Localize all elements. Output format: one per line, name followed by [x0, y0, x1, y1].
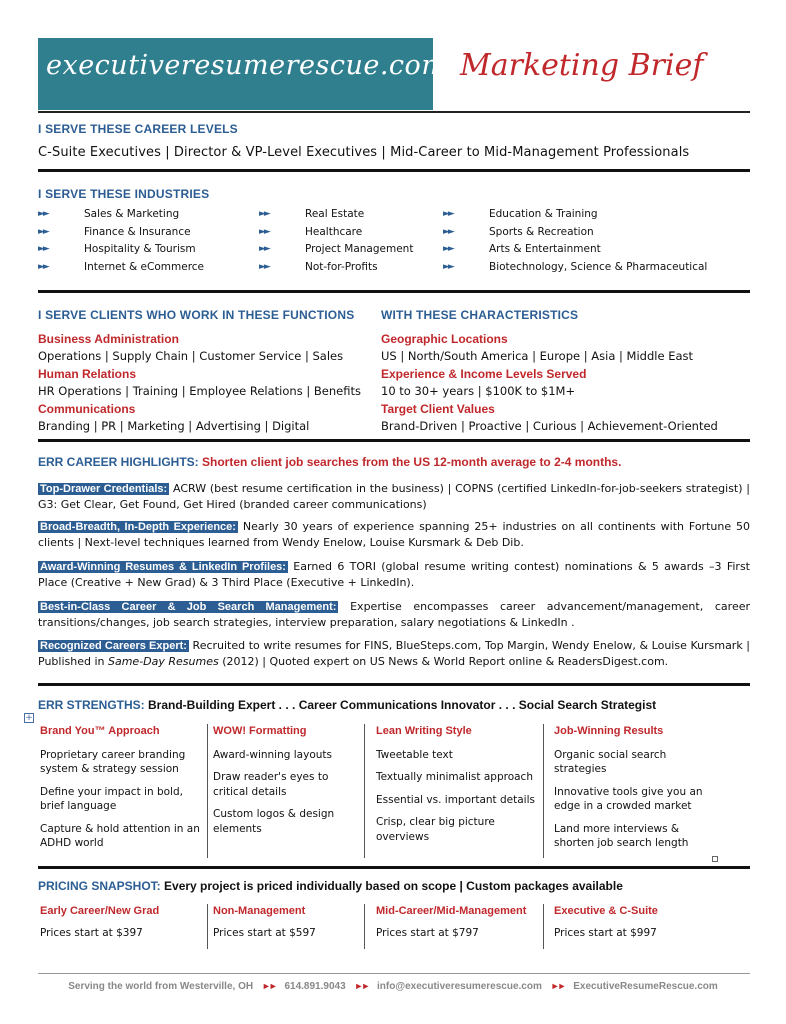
industry-label: Finance & Insurance	[84, 225, 191, 238]
industries-column-2	[259, 206, 413, 276]
highlights-title: ERR CAREER HIGHLIGHTS:	[38, 455, 199, 469]
strength-item: Land more interviews & shorten job search length	[554, 822, 689, 849]
strength-column	[554, 724, 714, 859]
pricing-tier: Non-Management	[213, 905, 306, 917]
functions-title: I SERVE CLIENTS WHO WORK IN THESE FUNCTIONS	[38, 308, 355, 322]
industry-label: Project Management	[305, 243, 414, 255]
industry-label: Education & Training	[489, 208, 598, 220]
industry-item	[38, 259, 204, 277]
strength-item: Define your impact in bold, brief language	[40, 785, 183, 812]
divider	[38, 683, 750, 686]
strengths-tagline: Brand-Building Expert . . . Career Communications Innovator . . . Social Search Strategist	[148, 698, 657, 712]
double-arrow-icon: ►►	[550, 981, 565, 991]
strength-item: Crisp, clear big picture overviews	[376, 816, 495, 843]
double-arrow-icon: ►►	[38, 226, 48, 237]
footer-website[interactable]: ExecutiveResumeRescue.com	[573, 981, 718, 992]
strength-column	[213, 724, 361, 844]
double-arrow-icon: ►►	[443, 209, 453, 219]
industries-column-3	[443, 206, 707, 276]
functions-list	[38, 331, 361, 435]
industry-item	[259, 206, 413, 224]
double-arrow-icon: ►►	[443, 261, 453, 272]
characteristic-heading: Target Client Values	[381, 401, 495, 416]
highlight-text: Earned 6 TORI (global resume writing contest) nominations & 5 awards –3 First Place (Creative + New Grad) & 3 Third Place (Executive + LinkedIn).	[38, 560, 750, 590]
footer-email[interactable]: info@executiveresumerescue.com	[377, 981, 542, 992]
highlight-item	[38, 481, 750, 513]
industry-item	[38, 224, 204, 242]
strengths-title: ERR STRENGTHS:	[38, 698, 145, 712]
strength-item: Innovative tools give you an edge in a crowded market	[554, 785, 703, 812]
highlight-text: Nearly 30 years of experience spanning 25+ industries on all continents with Fortune 50 clients | Next-level techniques learned from Wendy Enelow, Louise Kursmark & Deb Dib.	[38, 520, 750, 550]
industry-item	[443, 224, 707, 242]
table-move-handle-icon[interactable]: +	[25, 713, 33, 723]
industry-item	[443, 206, 707, 224]
column-divider	[543, 904, 544, 949]
industry-item	[259, 241, 413, 259]
strength-heading: WOW! Formatting	[213, 725, 307, 737]
industry-item	[443, 241, 707, 259]
pricing-column	[376, 905, 526, 939]
table-resize-handle-icon[interactable]	[712, 856, 718, 862]
highlight-label: Best-in-Class Career & Job Search Management:	[40, 601, 337, 613]
industry-item	[38, 206, 204, 224]
column-divider	[364, 724, 365, 858]
strength-item: Capture & hold attention in an ADHD world	[40, 822, 200, 849]
pricing-column	[213, 905, 316, 939]
highlight-text: ACRW (best resume certification in the business) | COPNS (certified LinkedIn-for-job-seekers strategist) | G3: Get Clear, Get Found, Get Hired (branded career communications)	[38, 482, 751, 512]
strength-item: Custom logos & design elements	[213, 808, 335, 835]
page-title: Marketing Brief	[460, 48, 704, 83]
highlights-tagline: Shorten client job searches from the US 12-month average to 2-4 months.	[202, 455, 622, 469]
industry-label: Hospitality & Tourism	[84, 243, 196, 255]
strength-item: Draw reader's eyes to critical details	[213, 771, 329, 798]
pricing-column	[40, 905, 159, 939]
levels-text: C-Suite Executives | Director & VP-Level Executives | Mid-Career to Mid-Management Professionals	[38, 145, 690, 160]
characteristic-heading: Experience & Income Levels Served	[381, 366, 587, 381]
highlight-label: Broad-Breadth, In-Depth Experience:	[40, 521, 236, 533]
pricing-value: Prices start at $597	[213, 927, 316, 939]
strength-item: Organic social search strategies	[554, 748, 667, 775]
highlight-label: Top-Drawer Credentials:	[40, 483, 168, 495]
pricing-tier: Early Career/New Grad	[40, 905, 160, 917]
double-arrow-icon: ►►	[38, 244, 48, 254]
highlight-item	[38, 559, 750, 591]
industry-item	[259, 224, 413, 242]
characteristics-list	[381, 331, 718, 435]
function-group-heading: Human Relations	[38, 366, 137, 381]
characteristic-heading: Geographic Locations	[381, 332, 508, 346]
characteristic-text: Brand-Driven | Proactive | Curious | Achievement-Oriented	[381, 419, 718, 434]
highlight-item	[38, 638, 750, 670]
industry-label: Internet & eCommerce	[84, 260, 205, 273]
pricing-value: Prices start at $997	[554, 927, 657, 939]
divider	[38, 169, 750, 172]
function-group-text: HR Operations | Training | Employee Relations | Benefits	[38, 384, 361, 399]
pricing-tier: Executive & C-Suite	[554, 905, 658, 917]
footer-divider	[38, 973, 750, 974]
pricing-title: PRICING SNAPSHOT:	[38, 879, 161, 893]
header-divider	[38, 111, 750, 113]
strength-heading: Brand You™ Approach	[40, 725, 160, 737]
industry-label: Biotechnology, Science & Pharmaceutical	[489, 260, 708, 273]
column-divider	[207, 724, 208, 858]
levels-title: I SERVE THESE CAREER LEVELS	[38, 122, 238, 136]
strength-item: Award-winning layouts	[213, 748, 332, 761]
double-arrow-icon: ►►	[443, 226, 453, 237]
strength-heading: Lean Writing Style	[376, 725, 472, 737]
double-arrow-icon: ►►	[38, 261, 48, 272]
strength-heading: Job-Winning Results	[554, 725, 664, 737]
highlight-label: Recognized Careers Expert:	[40, 640, 187, 652]
function-group-text: Branding | PR | Marketing | Advertising | Digital	[38, 419, 310, 434]
double-arrow-icon: ►►	[259, 261, 269, 272]
double-arrow-icon: ►►	[261, 981, 276, 991]
industry-label: Sports & Recreation	[489, 225, 594, 238]
strengths-heading	[38, 698, 656, 712]
pricing-heading	[38, 879, 623, 893]
footer-phone[interactable]: 614.891.9043	[284, 981, 346, 992]
function-group-heading: Business Administration	[38, 332, 179, 346]
column-divider	[207, 904, 208, 949]
highlight-book-title: Same-Day Resumes	[107, 655, 219, 669]
strength-item: Textually minimalist approach	[376, 771, 533, 783]
characteristic-text: US | North/South America | Europe | Asia | Middle East	[381, 349, 694, 364]
pricing-value: Prices start at $797	[376, 927, 479, 939]
function-group-text: Operations | Supply Chain | Customer Service | Sales	[38, 349, 344, 364]
characteristic-text: 10 to 30+ years | $100K to $1M+	[381, 384, 576, 399]
strength-column	[376, 724, 541, 852]
double-arrow-icon: ►►	[259, 244, 269, 254]
column-divider	[543, 724, 544, 858]
pricing-column	[554, 905, 658, 939]
strength-column	[40, 724, 205, 859]
industry-label: Sales & Marketing	[84, 208, 180, 220]
divider	[38, 290, 750, 293]
highlight-text-after: (2012) | Quoted expert on US News & World Report online & ReadersDigest.com.	[222, 655, 669, 669]
double-arrow-icon: ►►	[38, 209, 48, 219]
strength-item: Tweetable text	[376, 748, 453, 761]
industry-item	[259, 259, 413, 277]
site-logo-text: executiveresumerescue.com	[46, 50, 448, 81]
industry-label: Arts & Entertainment	[489, 243, 601, 255]
function-group-heading: Communications	[38, 401, 136, 416]
divider	[38, 866, 750, 869]
industries-title: I SERVE THESE INDUSTRIES	[38, 187, 210, 201]
pricing-tier: Mid-Career/Mid-Management	[376, 905, 527, 917]
industry-item	[38, 241, 204, 259]
strength-item: Proprietary career branding system & strategy session	[40, 748, 186, 775]
industry-label: Real Estate	[305, 208, 365, 220]
footer	[0, 981, 786, 992]
divider	[38, 439, 750, 442]
pricing-tagline: Every project is priced individually based on scope | Custom packages available	[164, 879, 623, 893]
highlight-item	[38, 599, 750, 631]
industries-column-1	[38, 206, 204, 276]
highlight-item	[38, 519, 750, 551]
highlight-text: Expertise encompasses career advancement/management, career transitions/changes, job search strategies, interview preparation, salary negotiations & LinkedIn .	[38, 600, 750, 630]
double-arrow-icon: ►►	[443, 244, 453, 254]
industry-item	[443, 259, 707, 277]
highlight-text: Recruited to write resumes for FINS, BlueSteps.com, Top Margin, Wendy Enelow, & Louise Kursmark | Published in	[38, 639, 751, 669]
footer-location: Serving the world from Westerville, OH	[68, 981, 254, 992]
industry-label: Healthcare	[305, 225, 363, 238]
strength-item: Essential vs. important details	[376, 793, 535, 806]
pricing-value: Prices start at $397	[40, 927, 143, 939]
industry-label: Not-for-Profits	[305, 260, 378, 273]
double-arrow-icon: ►►	[259, 209, 269, 219]
characteristics-title: WITH THESE CHARACTERISTICS	[381, 308, 579, 322]
double-arrow-icon: ►►	[354, 981, 369, 991]
highlights-heading	[38, 455, 621, 469]
column-divider	[364, 904, 365, 949]
double-arrow-icon: ►►	[259, 226, 269, 237]
highlight-label: Award-Winning Resumes & LinkedIn Profiles:	[40, 561, 286, 573]
